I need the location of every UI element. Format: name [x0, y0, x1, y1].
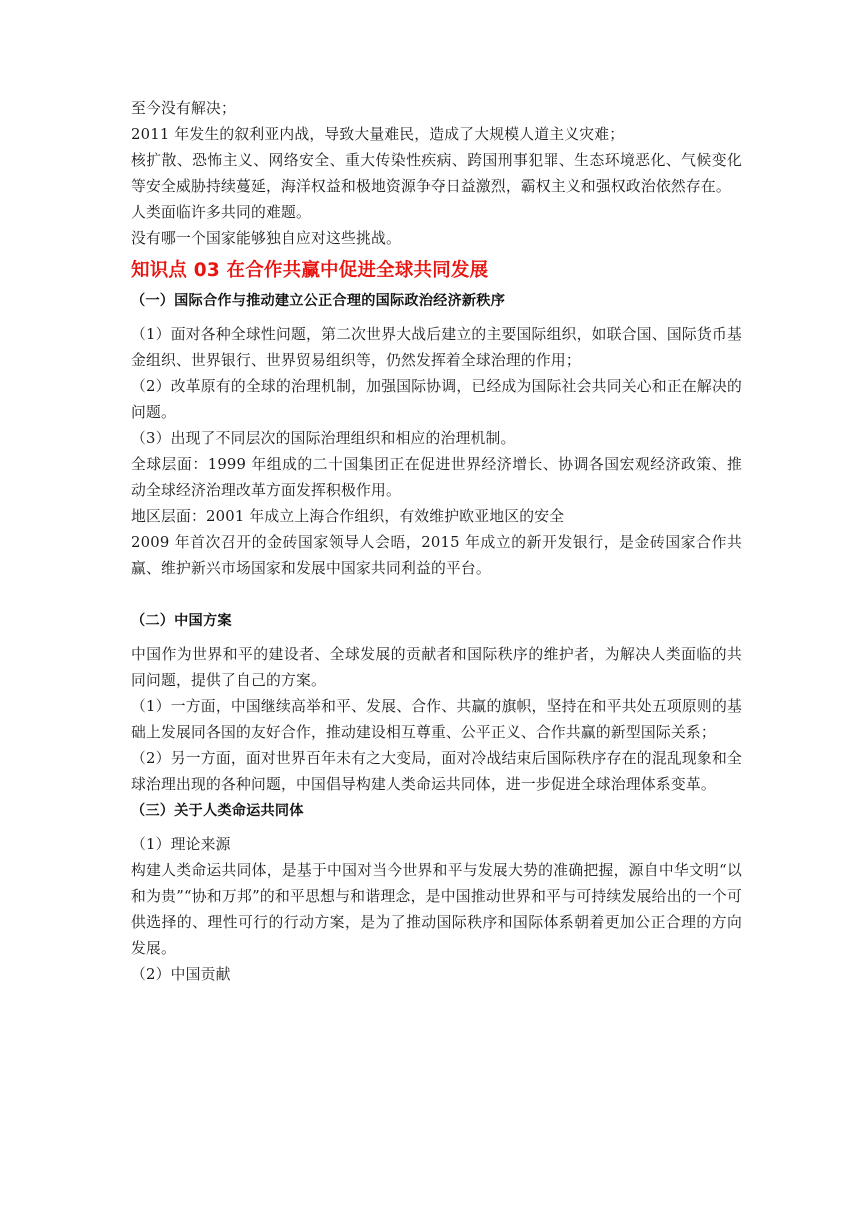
- part2-paragraph: 中国作为世界和平的建设者、全球发展的贡献者和国际秩序的维护者，为解决人类面临的共同问题，提供了自己的方案。: [131, 646, 742, 689]
- intro-line: 至今没有解决；: [131, 100, 236, 117]
- part3-paragraph: （2）中国贡献: [131, 966, 231, 983]
- part1-paragraph: 全球层面：1999 年组成的二十国集团正在促进世界经济增长、协调各国宏观经济政策、推动全球经济治理改革方面发挥积极作用。: [131, 456, 742, 499]
- part3-paragraph: 构建人类命运共同体，是基于中国对当今世界和平与发展大势的准确把握，源自中华文明“以和为贵”“协和万邦”的和平思想与和谐理念，是中国推动世界和平与可持续发展给出的一个可供选择的、理性可行的行动方案，是为了推动国际秩序和国际体系朝着更加公正合理的方向发展。: [131, 862, 742, 957]
- part3-title: （三）关于人类命运共同体: [131, 803, 304, 819]
- part1-paragraph: （2）改革原有的全球的治理机制，加强国际协调，已经成为国际社会共同关心和正在解决的问题。: [131, 378, 742, 421]
- part1-paragraph: 地区层面：2001 年成立上海合作组织，有效维护欧亚地区的安全: [131, 508, 565, 525]
- part1-paragraph: 2009 年首次召开的金砖国家领导人会晤，2015 年成立的新开发银行，是金砖国家合作共赢、维护新兴市场国家和发展中国家共同利益的平台。: [131, 534, 742, 577]
- part2-paragraph: （1）一方面，中国继续高举和平、发展、合作、共赢的旗帜，坚持在和平共处五项原则的基础上发展同各国的友好合作，推动建设相互尊重、公平正义、合作共赢的新型国际关系；: [131, 698, 742, 741]
- part2-title: （二）中国方案: [131, 613, 232, 629]
- document-page: [131, 96, 742, 988]
- intro-line: 2011 年发生的叙利亚内战，导致大量难民，造成了大规模人道主义灾难；: [131, 126, 625, 143]
- intro-line: 人类面临许多共同的难题。: [131, 204, 311, 221]
- part1-paragraph: （3）出现了不同层次的国际治理组织和相应的治理机制。: [131, 430, 516, 447]
- part1-title: （一）国际合作与推动建立公正合理的国际政治经济新秩序: [131, 293, 506, 309]
- intro-line: 没有哪一个国家能够独自应对这些挑战。: [131, 230, 401, 247]
- intro-line: 核扩散、恐怖主义、网络安全、重大传染性疾病、跨国刑事犯罪、生态环境恶化、气候变化等安全威胁持续蔓延，海洋权益和极地资源争夺日益激烈，霸权主义和强权政治依然存在。: [131, 152, 742, 195]
- part3-paragraph: （1）理论来源: [131, 836, 231, 853]
- section-title: 知识点 03 在合作共赢中促进全球共同发展: [131, 260, 489, 281]
- part2-paragraph: （2）另一方面，面对世界百年未有之大变局，面对冷战结束后国际秩序存在的混乱现象和全球治理出现的各种问题，中国倡导构建人类命运共同体，进一步促进全球治理体系变革。: [131, 750, 742, 793]
- part1-paragraph: （1）面对各种全球性问题，第二次世界大战后建立的主要国际组织，如联合国、国际货币基金组织、世界银行、世界贸易组织等，仍然发挥着全球治理的作用；: [131, 326, 742, 369]
